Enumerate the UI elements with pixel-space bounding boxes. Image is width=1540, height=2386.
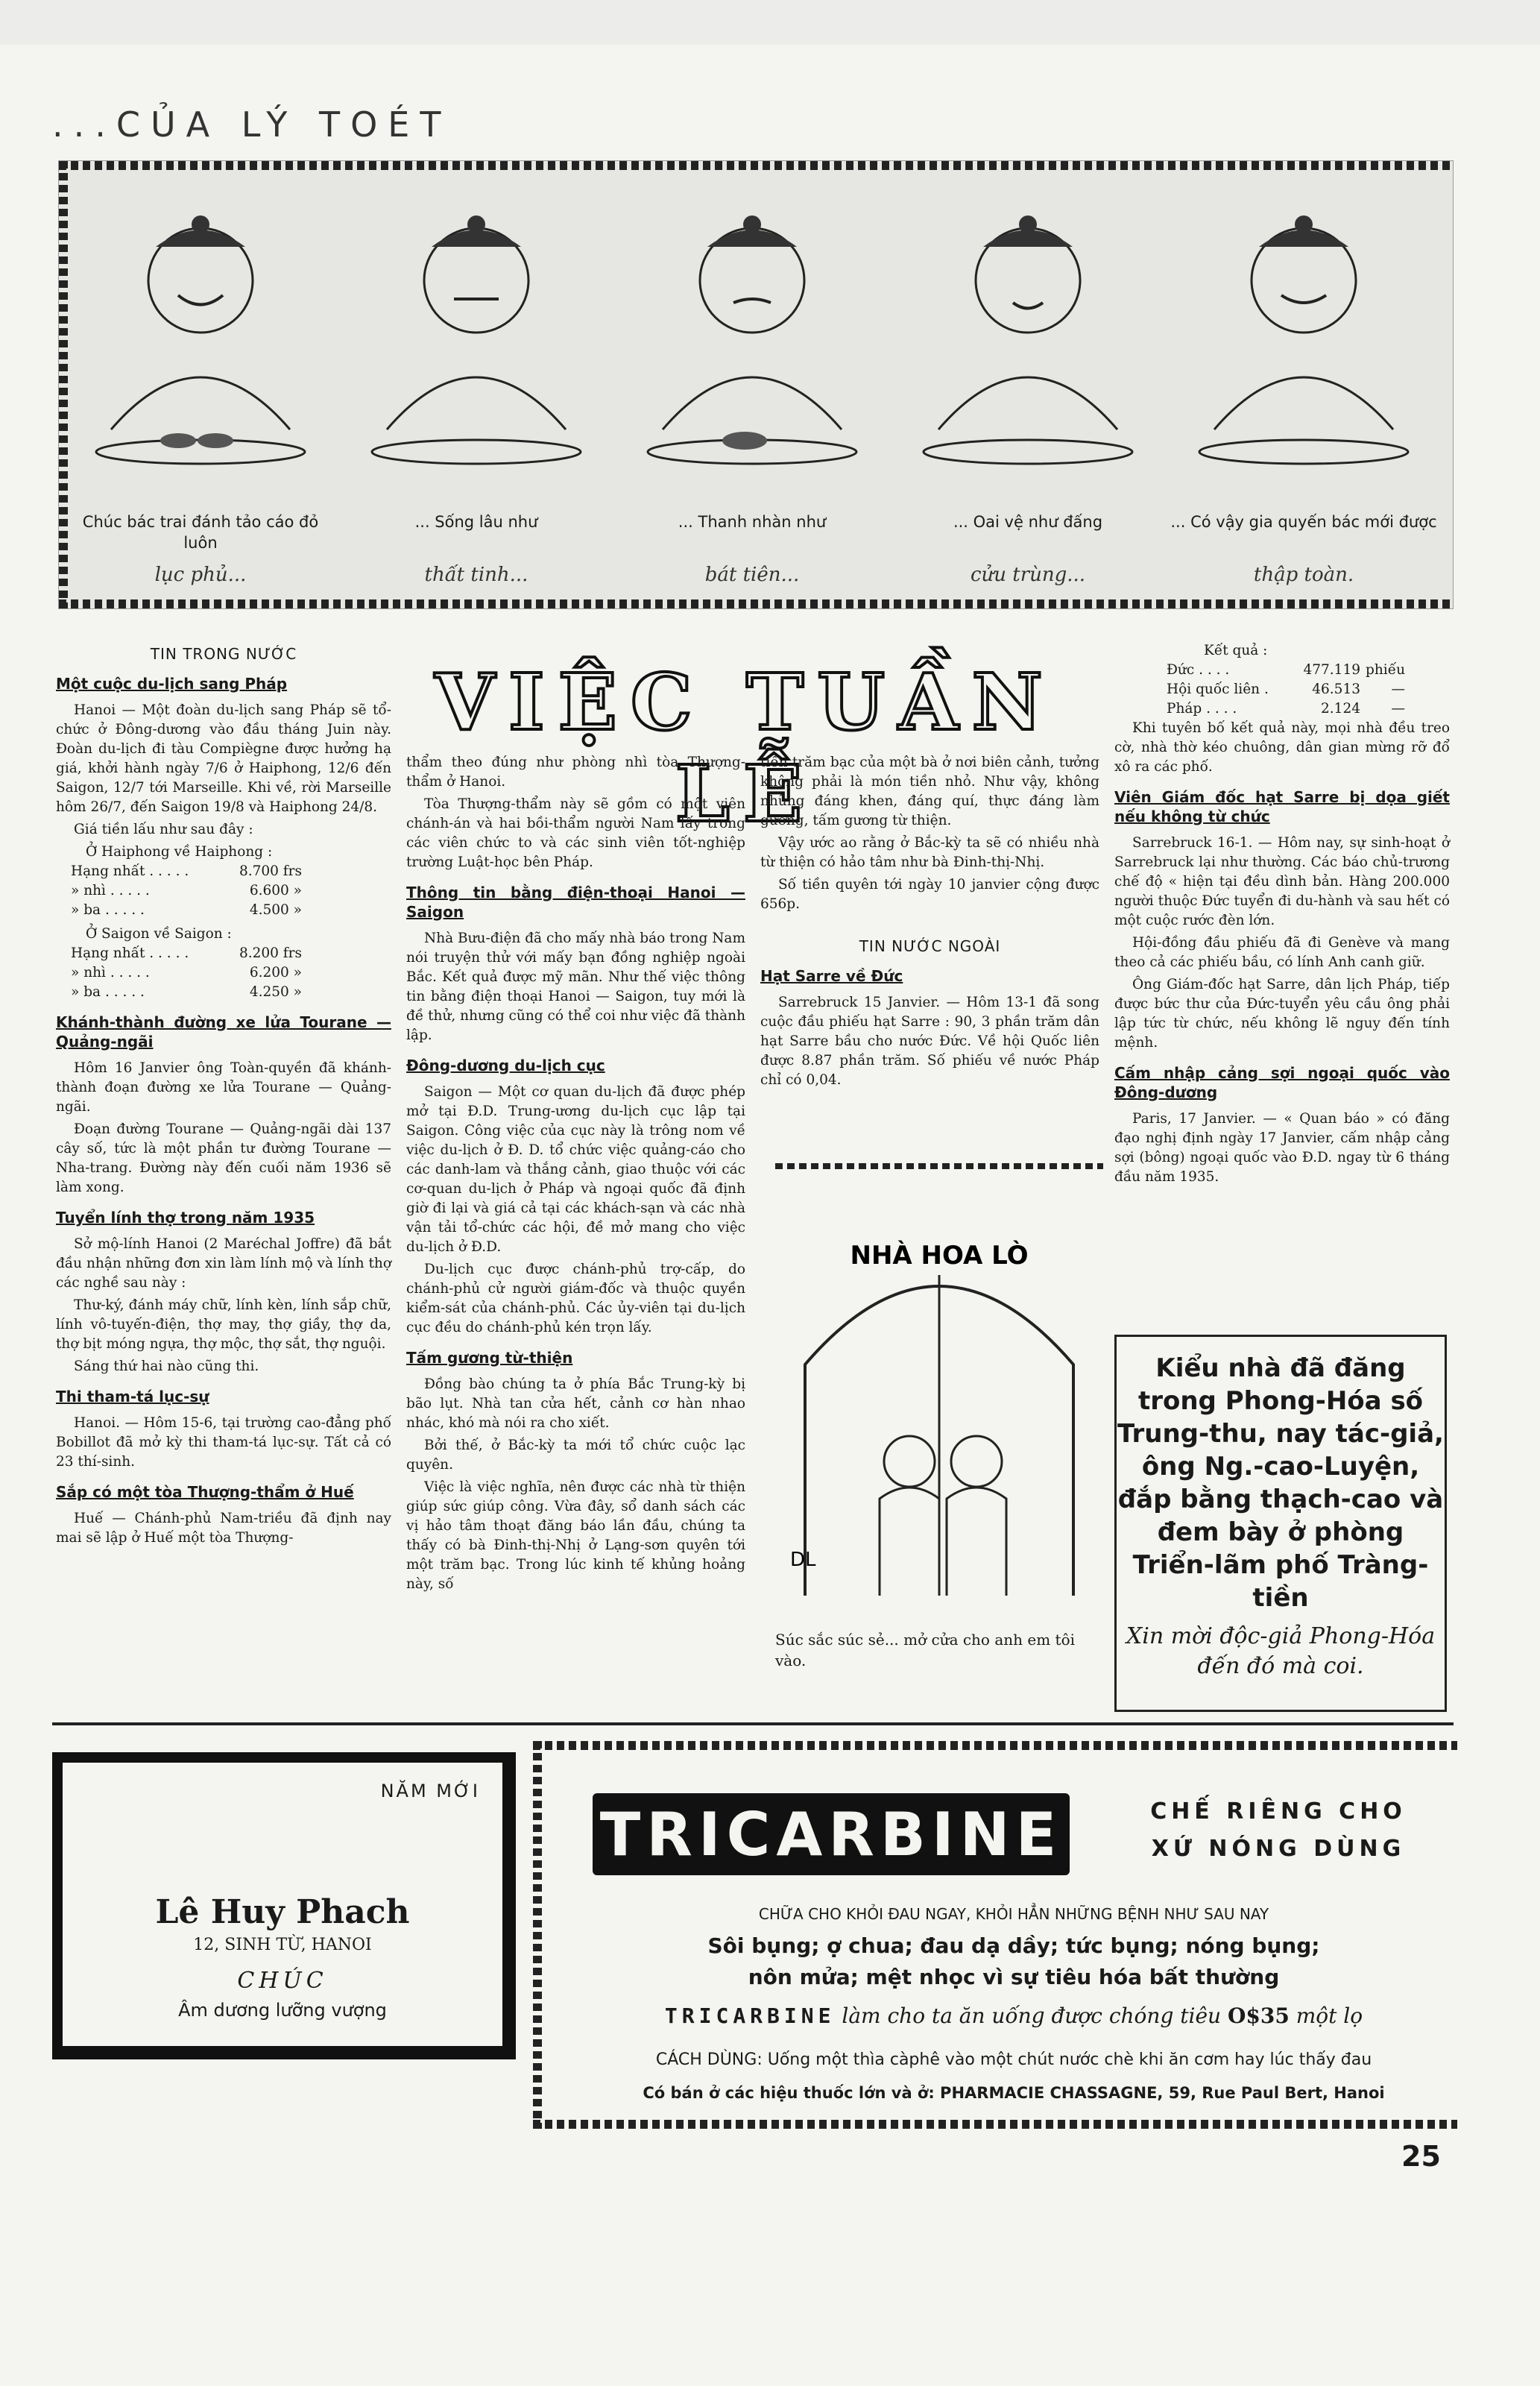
article-text: Việc là việc nghĩa, nên được các nhà từ thiện giúp sức giúp công. Vừa đây, sổ danh sách các vị hảo tâm thoạt đăng báo lần đầu, chúng ta thấy có bà Đinh-thị-Nhị ở Lạng-sơn quyên tới một trăm bạc. Trong lúc kinh tế khủng hoảng này, số <box>406 1479 745 1592</box>
fare-value: 6.600 » <box>249 883 302 898</box>
result-label: Hội quốc liên . <box>1167 682 1269 697</box>
result-value: 477.119 <box>1303 662 1360 678</box>
headline-thi-tham-ta: Thi tham-tá lục-sự <box>56 1388 209 1406</box>
comic-border-bottom <box>59 599 1453 608</box>
article-text: Khi tuyên bố kết quả này, mọi nhà đều treo cờ, nhà thờ kéo chuông, dân gian mừng rỡ đổ xô ra các phố. <box>1114 720 1450 775</box>
article-text: Tòa Thượng-thẩm này sẽ gồm có một viên chánh-án và hai bồi-thẩm người Nam lấy trong các viên chức to và các sinh viên tốt-nghiệp trường Luật-học bên Pháp. <box>406 796 745 870</box>
greeting-name: Lê Huy Phach <box>155 1893 410 1931</box>
article-text: Đồng bào chúng ta ở phía Bắc Trung-kỳ bị bão lụt. Nhà tan cửa hết, cảnh cơ hàn nhao nhác, khó mà nói ra cho xiết. <box>406 1376 745 1431</box>
cartoon-divider <box>775 1163 1103 1169</box>
article-text: Nhà Bưu-điện đã cho mấy nhà báo trong Nam nói truyện thử với mấy bạn đồng nghiệp ngoài Bắc. Kết quả được mỹ mãn. Như thế việc thông tin bằng điện thoại Hanoi — Saigon, tuy mới là đề thử, nhưng cũng có thể coi như việc đã thành lập. <box>406 931 745 1043</box>
article-text: Đoạn đường Tourane — Quảng-ngãi dài 137 cây số, tức là một phần tư đường Tourane — Nha-trang. Đường này đến cuối năm 1936 sẽ làm xong. <box>56 1121 391 1195</box>
column-3 <box>760 753 1099 1093</box>
fare-row <box>56 963 391 983</box>
ly-toet-figure-1 <box>66 183 335 497</box>
column-4 <box>1114 641 1450 1190</box>
banner-title: ...CỦA LÝ TOÉT <box>52 104 452 145</box>
article-text: Vậy ước ao rằng ở Bắc-kỳ ta sẽ có nhiều nhà từ thiện có hảo tâm như bà Đinh-thị-Nhị. <box>760 835 1099 870</box>
result-unit: phiếu <box>1366 662 1405 678</box>
page-number: 25 <box>1401 2140 1441 2173</box>
tricarbine-line1: CHỮA CHO KHỎI ĐAU NGAY, KHỎI HẲN NHỮNG BỆNH NHƯ SAU NAY <box>758 1905 1269 1923</box>
tricarbine-unit: một lọ <box>1296 2003 1363 2028</box>
tricarbine-line2: Sôi bụng; ợ chua; đau dạ dầy; tức bụng; nóng bụng; <box>707 1933 1320 1958</box>
tricarbine-ad <box>533 1741 1457 2129</box>
comic-strip <box>58 160 1454 609</box>
fare-row <box>56 901 391 920</box>
fare-label: » ba . . . . . <box>71 902 145 918</box>
result-row <box>1114 680 1450 699</box>
article-text: Huế — Chánh-phủ Nam-triều đã định nay mai sẽ lập ở Huế một tòa Thượng- <box>56 1511 391 1546</box>
comic-caption-4b: cửu trùng... <box>970 564 1086 586</box>
headline-du-lich-phap: Một cuộc du-lịch sang Pháp <box>56 675 288 693</box>
artist-initials: DL <box>790 1549 816 1571</box>
tricarbine-price: O$35 <box>1227 2003 1290 2028</box>
fare-row <box>56 983 391 1002</box>
tricarbine-name: TRICARBINE <box>664 2003 836 2028</box>
greeting-address: 12, SINH TỪ, HANOI <box>193 1936 372 1954</box>
article-text: Paris, 17 Janvier. — « Quan báo » có đăng đạo nghị định ngày 17 Janvier, cấm nhập cảng sợi (bông) ngoại quốc vào Đ.D. ngay từ 6 tháng đầu năm 1935. <box>1114 1111 1450 1185</box>
hoa-lo-cartoon <box>775 1163 1103 1685</box>
article-text: Hôm 16 Janvier ông Toàn-quyền đã khánh-thành đoạn đường xe lửa Tourane — Quảng-ngãi. <box>56 1060 391 1115</box>
greeting-wish2: Âm dương lưỡng vượng <box>178 2000 387 2021</box>
tricarbine-retail: Có bán ở các hiệu thuốc lớn và ở: PHARMACIE CHASSAGNE, 59, Rue Paul Bert, Hanoi <box>643 2084 1385 2102</box>
article-text: tiền trăm bạc của một bà ở nơi biên cảnh, tưởng không phải là món tiền nhỏ. Như vậy, không những đáng khen, đáng quí, thực đáng làm gương, tấm gương từ thiện. <box>760 755 1099 828</box>
comic-caption-1: Chúc bác trai đánh tảo cáo đỏ luôn <box>82 513 319 552</box>
tricarbine-usage: CÁCH DÙNG: Uống một thìa càphê vào một chút nước chè khi ăn cơm hay lúc thấy đau <box>655 2050 1372 2069</box>
main-title-part2: TUẦN LỄ <box>675 656 1056 840</box>
fare-heading: Ở Haiphong về Haiphong : <box>86 844 273 860</box>
column-2 <box>406 753 745 1597</box>
comic-caption-2: ... Sống lâu như <box>414 513 538 531</box>
comic-caption-5: ... Có vậy gia quyến bác mới được <box>1170 513 1437 531</box>
fare-label: » ba . . . . . <box>71 984 145 1000</box>
fare-value: 4.250 » <box>249 984 302 1000</box>
fare-label: » nhì . . . . . <box>71 883 150 898</box>
fare-row <box>56 862 391 881</box>
section-foreign: TIN NƯỚC NGOÀI <box>859 937 1001 955</box>
result-row <box>1114 699 1450 719</box>
section-domestic: TIN TRONG NƯỚC <box>150 645 297 663</box>
cartoon-caption: Súc sắc súc sẻ... mở cửa cho anh em tôi vào. <box>775 1631 1076 1669</box>
headline-thuong-tham-hue: Sắp có một tòa Thượng-thẩm ở Huế <box>56 1483 354 1501</box>
ly-toet-figure-4 <box>894 183 1162 497</box>
article-text: Hanoi — Một đoàn du-lịch sang Pháp sẽ tổ-chức ở Đông-dương vào đầu tháng Juin này. Đoàn du-lịch đi tàu Compiègne được hưởng hạ giá, khởi hành ngày 7/6 ở Haiphong, 12/6 đến Saigon, 12/7 tới Marseille. Khi về, rời Marseille hôm 26/7, đến Saigon 19/8 và Haiphong 24/8. <box>56 702 391 815</box>
result-unit: — <box>1391 701 1405 717</box>
comic-caption-2b: thất tinh... <box>424 564 528 586</box>
column-1 <box>56 641 391 1551</box>
fare-value: 8.700 frs <box>239 863 302 879</box>
comic-panel-1 <box>66 183 335 586</box>
notice-invite: Xin mời độc-giả Phong-Hóa đến đó mà coi. <box>1126 1623 1436 1679</box>
ly-toet-figure-5 <box>1170 183 1438 497</box>
fare-heading: Ở Saigon về Saigon : <box>86 926 232 942</box>
results-heading: Kết quả : <box>1204 643 1268 658</box>
article-text: Sáng thứ hai nào cũng thi. <box>74 1359 259 1374</box>
comic-caption-3: ... Thanh nhàn như <box>678 513 827 531</box>
article-text: Sarrebruck 15 Janvier. — Hôm 13-1 đã song cuộc đầu phiếu hạt Sarre : 90, 3 phần trăm dân hạt Sarre bầu cho nước Đức. Về hội Quốc liên được 8.87 phần trăm. Số phiếu về nước Pháp chỉ có 0,04. <box>760 995 1099 1088</box>
headline-cam-nhap-cang: Cấm nhập cảng sợi ngoại quốc vào Đông-dương <box>1114 1064 1450 1101</box>
article-text: Thư-ký, đánh máy chữ, lính kèn, lính sắp chữ, lính vô-tuyến-điện, thợ may, thợ giầy, thợ da, thợ bịt móng ngựa, thợ mộc, thợ sắt, thợ nguội. <box>56 1297 391 1352</box>
fare-table-haiphong <box>56 843 391 1002</box>
result-value: 2.124 <box>1321 701 1360 717</box>
result-unit: — <box>1391 682 1405 697</box>
headline-tu-thien: Tấm gương từ-thiện <box>406 1349 573 1367</box>
comic-caption-3b: bát tiên... <box>704 564 800 586</box>
prison-sign: NHÀ HOA LÒ <box>850 1241 1029 1271</box>
headline-tourane-railway: Khánh-thành đường xe lửa Tourane — Quảng-ngãi <box>56 1013 391 1051</box>
headline-sarre: Hạt Sarre về Đức <box>760 967 903 985</box>
tricarbine-logo: TRICARBINE <box>593 1793 1070 1875</box>
fare-row <box>56 944 391 963</box>
article-text: Sarrebruck 16-1. — Hôm nay, sự sinh-hoạt ở Sarrebruck lại như thường. Các báo chủ-trương chế độ « hiện tại đều dình bản. Hàng 200.000 người thuộc Đức tuyển đi du-hành và sau hết có một cuộc rước đèn lớn. <box>1114 835 1450 928</box>
article-text: Số tiền quyên tới ngày 10 janvier cộng được 656p. <box>760 877 1099 912</box>
fare-value: 8.200 frs <box>239 945 302 961</box>
greeting-wish: CHÚC <box>237 1968 328 1994</box>
fare-label: Hạng nhất . . . . . <box>71 863 189 879</box>
ly-toet-figure-2 <box>342 183 610 497</box>
tricarbine-line4 <box>578 2003 1450 2028</box>
section-divider <box>52 1722 1454 1725</box>
scan-margin <box>0 0 1540 45</box>
comic-panel-3 <box>618 183 886 586</box>
headline-dien-thoai: Thông tin bằng điện-thoại Hanoi — Saigon <box>406 884 745 921</box>
comic-caption-4: ... Oai vệ như đấng <box>953 513 1103 531</box>
comic-panel-4 <box>894 183 1162 586</box>
article-text: Bởi thế, ở Bắc-kỳ ta mới tổ chức cuộc lạc quyên. <box>406 1438 745 1473</box>
comic-panel-2 <box>342 183 610 586</box>
article-text: Saigon — Một cơ quan du-lịch đã được phép mở tại Đ.D. Trung-ương du-lịch cục lập tại Saigon. Công việc của cục này là trông nom về việc du-lịch ở Đ. D. tổ chức việc quảng-cáo cho các danh-lam và thắng cảnh, giao thuộc với các cơ-quan du-lịch ở Pháp và ngoại quốc đã định giờ đi lại và giá cả tại các khách-sạn và các nhà vận tải tổ-chức các hội, đề mở mang cho việc du-lịch ở Đ.D. <box>406 1084 745 1255</box>
fare-row <box>56 881 391 901</box>
article-text: Hội-đồng đầu phiếu đã đi Genève và mang theo cả các phiếu bầu, có lính Anh canh giữ. <box>1114 935 1450 970</box>
ly-toet-figure-3 <box>618 183 886 497</box>
headline-sarre-director: Viên Giám đốc hạt Sarre bị dọa giết nếu không từ chức <box>1114 788 1450 825</box>
article-text: Du-lịch cục được chánh-phủ trợ-cấp, do chánh-phủ cử người giám-đốc và thuộc quyền kiểm-sát của chánh-phủ. Các ủy-viên tại du-lịch cục đều do chánh-phủ kén trọn lấy. <box>406 1262 745 1335</box>
prison-gate-drawing <box>775 1178 1103 1625</box>
fare-label: Hạng nhất . . . . . <box>71 945 189 961</box>
tricarbine-line3: nôn mửa; mệt nhọc vì sự tiêu hóa bất thường <box>748 1965 1280 1989</box>
headline-du-lich-cuc: Đông-dương du-lịch cục <box>406 1057 605 1074</box>
article-text: Sở mộ-lính Hanoi (2 Maréchal Joffre) đã bắt đầu nhận những đơn xin làm lính mộ và lính thợ các nghề sau này : <box>56 1236 391 1291</box>
tricarbine-content <box>533 1741 1457 2129</box>
comic-caption-1b: lục phủ... <box>154 564 247 586</box>
article-text: Giá tiền lấu như sau đây : <box>74 822 253 837</box>
article-text: Hanoi. — Hôm 15-6, tại trường cao-đẳng phố Bobillot đã mở kỳ thi tham-tá lục-sự. Tất cả có 23 thí-sinh. <box>56 1415 391 1470</box>
article-text: thẩm theo đúng như phòng nhì tòa Thượng-thẩm ở Hanoi. <box>406 755 745 790</box>
new-year-greeting-ad <box>52 1752 516 2059</box>
headline-tuyen-linh: Tuyển lính thợ trong năm 1935 <box>56 1209 315 1227</box>
greeting-top: NĂM MỚI <box>380 1781 480 1801</box>
article-text: Ông Giám-đốc hạt Sarre, dân lịch Pháp, tiếp được bức thư của Đức-tuyển yêu cầu ông phải lập tức từ chức, nếu không lẽ nguy đến tính mệnh. <box>1114 977 1450 1051</box>
result-row <box>1114 661 1450 680</box>
comic-panel-5 <box>1170 183 1438 586</box>
comic-caption-5b: thập toàn. <box>1253 564 1354 586</box>
tricarbine-claim: làm cho ta ăn uống được chóng tiêu <box>842 2003 1222 2028</box>
comic-border-top <box>59 161 1453 170</box>
notice-text: Kiểu nhà đã đăng trong Phong-Hóa số Trung-thu, nay tác-giả, ông Ng.-cao-Luyện, đắp bằng thạch-cao và đem bày ở phòng Triển-lãm phố Tràng-tiền <box>1117 1353 1444 1613</box>
fare-value: 4.500 » <box>249 902 302 918</box>
tricarbine-slogan: CHẾ RIÊNG CHO XỨ NÓNG DÙNG <box>1150 1798 1407 1862</box>
result-label: Pháp . . . . <box>1167 701 1237 717</box>
result-value: 46.513 <box>1312 682 1360 697</box>
main-title-part1: VIỆC <box>435 656 746 748</box>
result-label: Đức . . . . <box>1167 662 1230 678</box>
exhibition-notice <box>1114 1335 1447 1712</box>
fare-label: » nhì . . . . . <box>71 965 150 980</box>
fare-value: 6.200 » <box>249 965 302 980</box>
